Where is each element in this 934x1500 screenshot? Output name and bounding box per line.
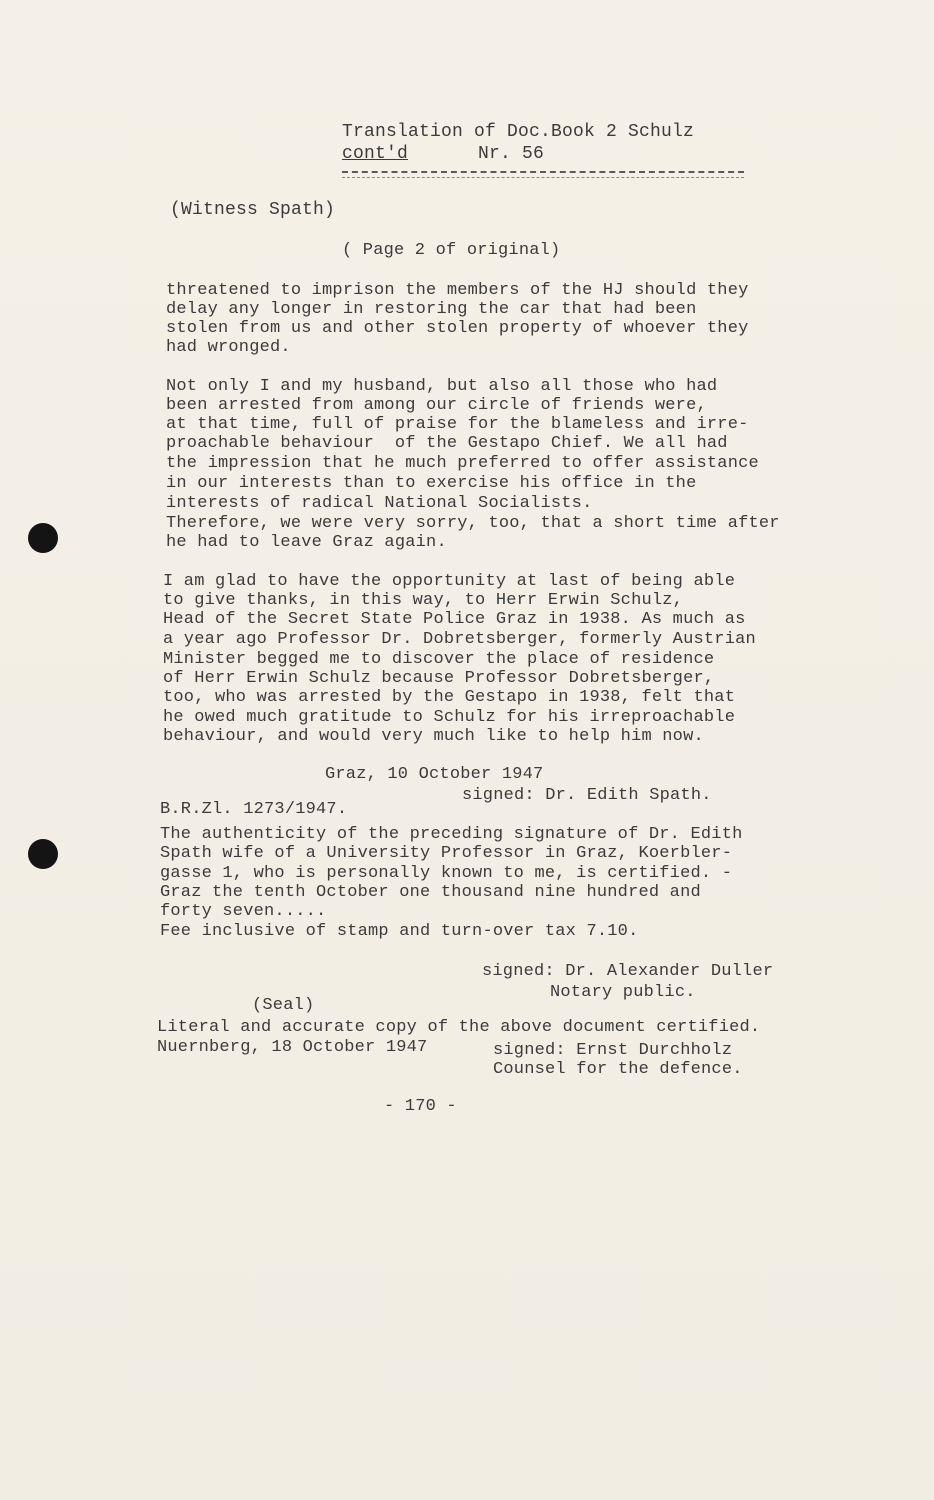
header-rule-2 [342, 177, 744, 178]
para3-line: too, who was arrested by the Gestapo in 1938, felt that [163, 688, 736, 707]
witness-label: (Witness Spath) [170, 200, 336, 220]
para3-line: a year ago Professor Dr. Dobretsberger, formerly Austrian [163, 630, 756, 649]
para2-line: Therefore, we were very sorry, too, that a short time after [166, 514, 780, 533]
para2-line: proachable behaviour of the Gestapo Chief. We all had [166, 434, 728, 453]
notary-signed: signed: Dr. Alexander Duller [482, 962, 774, 981]
para3-line: he owed much gratitude to Schulz for his irreproachable [163, 708, 736, 727]
para3-line: Head of the Secret State Police Graz in 1938. As much as [163, 610, 746, 629]
fee-line: Fee inclusive of stamp and turn-over tax 7.10. [160, 922, 639, 941]
seal-label: (Seal) [252, 996, 315, 1015]
para3-line: I am glad to have the opportunity at last of being able [163, 572, 736, 591]
para2-line: in our interests than to exercise his office in the [166, 474, 697, 493]
para1-line: stolen from us and other stolen property of whoever they [166, 319, 749, 338]
para3-line: to give thanks, in this way, to Herr Erwin Schulz, [163, 591, 684, 610]
copy-certification: Literal and accurate copy of the above document certified. [157, 1018, 761, 1037]
header-rule [342, 171, 744, 173]
contd-label: cont'd [342, 144, 409, 164]
para2-line: interests of radical National Socialists. [166, 494, 593, 513]
para2-line: the impression that he much preferred to offer assistance [166, 454, 759, 473]
para1-line: had wronged. [166, 338, 291, 357]
certification-line: The authenticity of the preceding signature of Dr. Edith [160, 825, 743, 844]
notary-title: Notary public. [550, 983, 696, 1002]
doc-number: Nr. 56 [478, 144, 545, 164]
para1-line: threatened to imprison the members of the HJ should they [166, 281, 749, 300]
doc-title: Translation of Doc.Book 2 Schulz [342, 122, 695, 142]
para2-line: he had to leave Graz again. [166, 533, 447, 552]
punch-hole-top [28, 523, 58, 553]
page-of-original: ( Page 2 of original) [342, 241, 561, 260]
para1-line: delay any longer in restoring the car that had been [166, 300, 697, 319]
para2-line: at that time, full of praise for the blameless and irre- [166, 415, 749, 434]
para2-line: Not only I and my husband, but also all those who had [166, 377, 718, 396]
para2-line: been arrested from among our circle of friends were, [166, 396, 707, 415]
signed-spath: signed: Dr. Edith Spath. [462, 786, 712, 805]
para3-line: of Herr Erwin Schulz because Professor Dobretsberger, [163, 669, 715, 688]
page-number: - 170 - [384, 1097, 457, 1116]
counsel-title: Counsel for the defence. [493, 1060, 743, 1079]
certification-line: Graz the tenth October one thousand nine hundred and [160, 883, 701, 902]
para3-line: behaviour, and would very much like to help him now. [163, 727, 704, 746]
reference-number: B.R.Zl. 1273/1947. [160, 800, 348, 819]
certification-line: Spath wife of a University Professor in Graz, Koerbler- [160, 844, 733, 863]
nuernberg-date: Nuernberg, 18 October 1947 [157, 1038, 428, 1057]
certification-line: gasse 1, who is personally known to me, is certified. - [160, 864, 733, 883]
certification-line: forty seven..... [160, 902, 327, 921]
place-date: Graz, 10 October 1947 [325, 765, 544, 784]
signed-durchholz: signed: Ernst Durchholz [493, 1041, 733, 1060]
punch-hole-bottom [28, 839, 58, 869]
para3-line: Minister begged me to discover the place of residence [163, 650, 715, 669]
